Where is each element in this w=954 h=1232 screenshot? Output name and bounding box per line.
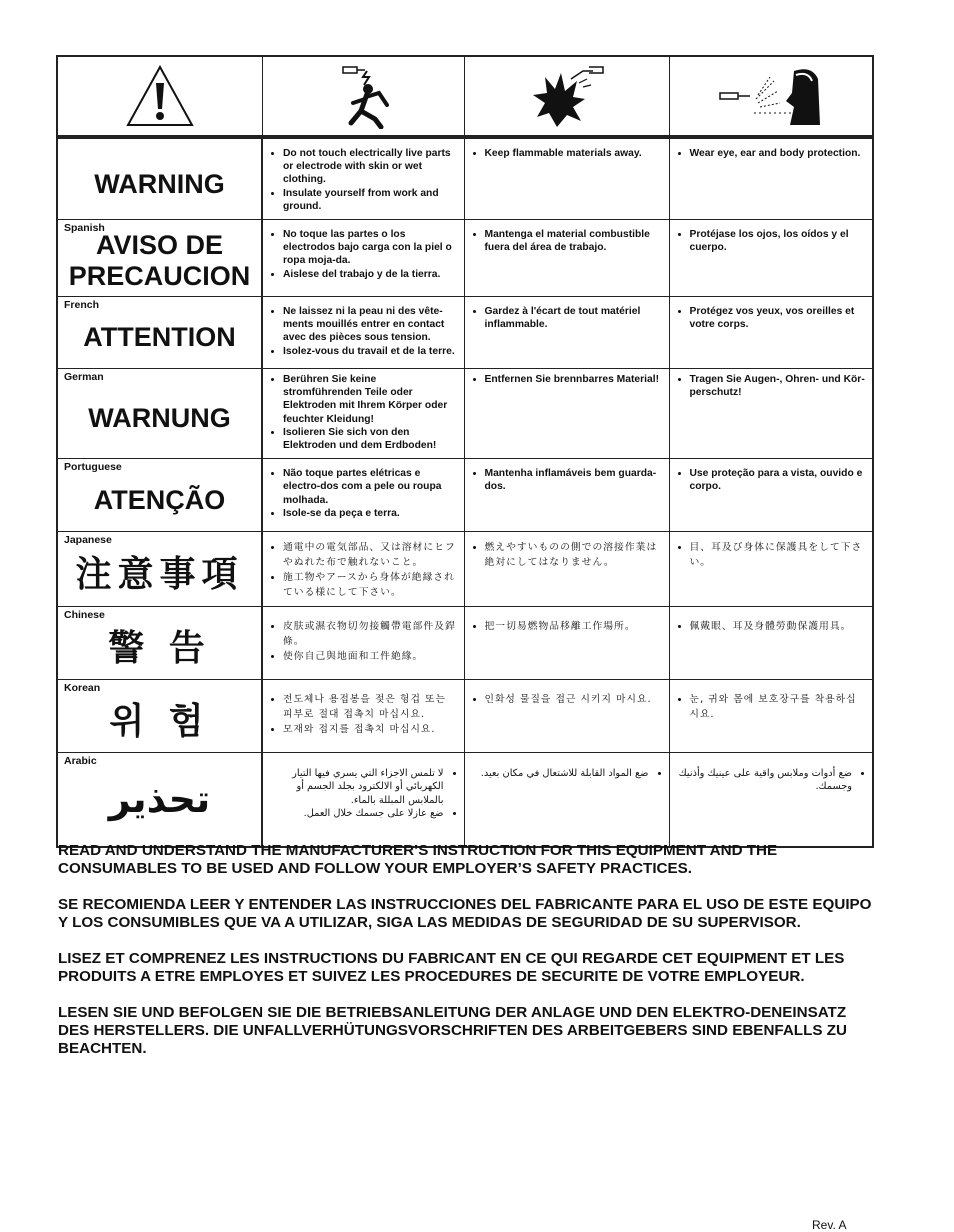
language-name: Chinese	[64, 609, 105, 622]
eye-protection-icon	[669, 56, 873, 137]
protection-message-cell	[669, 369, 873, 459]
message-item: • Ne laissez ni la peau ni des vête-ments mouillés entrer en contact avec des pièces sous tension.	[283, 305, 458, 345]
fire-explosion-icon	[464, 56, 669, 137]
fire-message-cell	[464, 137, 669, 220]
language-cell	[57, 137, 262, 220]
warning-word: WARNING	[94, 168, 225, 199]
icon-row	[57, 56, 873, 137]
warning-row	[57, 753, 873, 847]
message-item: • Protégez vos yeux, vos oreilles et votre corps.	[690, 305, 867, 331]
shock-message-cell	[262, 680, 464, 753]
notice-french: LISEZ ET COMPRENEZ LES INSTRUCTIONS DU FABRICANT EN CE QUI REGARDE CET EQUIPMENT ET LES PRODUITS A ETRE EMPLOYES ET SUIVEZ LES PROCEDURES DE SECURITE DE VOTRE EMPLOYEUR.	[58, 950, 845, 985]
message-item: • 通電中の電気部品、又は溶材にヒフやぬれた布で触れないこと。	[283, 540, 458, 570]
message-item: • ضع المواد القابلة للاشتعال في مكان بعيد.	[471, 767, 649, 780]
message-item: • Protéjase los ojos, los oídos y el cuerpo.	[690, 228, 867, 254]
message-item: • 전도체나 용접봉을 젖은 헝겁 또는 피부로 절대 접촉치 마십시요.	[283, 692, 458, 722]
notice-english: READ AND UNDERSTAND THE MANUFACTURER’S INSTRUCTION FOR THIS EQUIPMENT AND THE CONSUMABLES TO BE USED AND FOLLOW YOUR EMPLOYER’S SAFETY PRACTICES.	[58, 842, 778, 877]
warning-word: 警 告	[108, 627, 211, 669]
warning-row	[57, 680, 873, 753]
message-item: • 施工物やアースから身体が絶縁されている様にして下さい。	[283, 570, 458, 600]
revision-label: Rev. A	[812, 1218, 847, 1232]
message-item: • 燃えやすいものの側での溶接作業は絶対にしてはなりません。	[485, 540, 663, 570]
shock-message-cell	[262, 369, 464, 459]
warning-word: AVISO DE PRECAUCION	[68, 230, 251, 292]
language-cell	[57, 297, 262, 369]
warning-word: WARNUNG	[88, 403, 231, 434]
fire-message-cell	[464, 680, 669, 753]
message-item: • Isolieren Sie sich von den Elektroden und dem Erdboden!	[283, 426, 458, 452]
electric-shock-icon	[262, 56, 464, 137]
language-name: Korean	[64, 682, 101, 695]
protection-message-cell	[669, 459, 873, 532]
message-item: • 모재와 접지를 접촉치 마십시요.	[283, 722, 458, 737]
warning-row	[57, 459, 873, 532]
language-name: Arabic	[64, 755, 97, 768]
message-item: • 目、耳及び身体に保護具をして下さい。	[690, 540, 867, 570]
language-cell	[57, 532, 262, 607]
language-cell	[57, 220, 262, 297]
fire-message-cell	[464, 753, 669, 847]
warning-word: 위 험	[109, 700, 210, 742]
notice-german: LESEN SIE UND BEFOLGEN SIE DIE BETRIEBSANLEITUNG DER ANLAGE UND DEN ELEKTRO-DENEINSATZ DES HERSTELLERS. DIE UNFALLVERHÜTUNGSVORSCHRIFTEN DES ARBEITGEBERS SIND EBENFALLS ZU BEACHTEN.	[58, 1004, 847, 1057]
language-cell	[57, 607, 262, 680]
message-item: • 皮肤或濕衣物切勿接觸帶電部件及銲條。	[283, 619, 458, 649]
warning-triangle-icon	[57, 56, 262, 137]
warning-row	[57, 297, 873, 369]
instruction-notices	[58, 842, 878, 1076]
shock-message-cell	[262, 607, 464, 680]
protection-message-cell	[669, 137, 873, 220]
language-name: German	[64, 371, 104, 384]
protection-message-cell	[669, 607, 873, 680]
message-item: • 把一切易燃物品移離工作場所。	[485, 619, 663, 634]
message-item: • Isolez-vous du travail et de la terre.	[283, 345, 458, 358]
message-item: • Tragen Sie Augen-, Ohren- und Kör-perschutz!	[690, 373, 867, 399]
shock-message-cell	[262, 753, 464, 847]
warning-row	[57, 532, 873, 607]
language-name: Spanish	[64, 222, 105, 235]
shock-message-cell	[262, 297, 464, 369]
fire-message-cell	[464, 459, 669, 532]
fire-message-cell	[464, 220, 669, 297]
message-item: • Keep flammable materials away.	[485, 147, 663, 160]
message-item: • Mantenga el material combustible fuera del área de trabajo.	[485, 228, 663, 254]
language-cell	[57, 753, 262, 847]
language-cell	[57, 459, 262, 532]
language-name: Japanese	[64, 534, 112, 547]
warning-word: ATTENTION	[83, 322, 236, 353]
shock-message-cell	[262, 137, 464, 220]
language-name: French	[64, 299, 100, 312]
message-item: • Aislese del trabajo y de la tierra.	[283, 268, 458, 281]
message-item: • No toque las partes o los electrodos bajo carga con la piel o ropa moja-da.	[283, 228, 458, 268]
message-item: • 使你自己與地面和工件絶緣。	[283, 649, 458, 664]
fire-message-cell	[464, 369, 669, 459]
message-item: • 인화성 물질을 접근 시키지 마시요.	[485, 692, 663, 707]
warning-row	[57, 137, 873, 220]
language-name: Portuguese	[64, 461, 122, 474]
message-item: • Berühren Sie keine stromführenden Teile oder Elektroden mit Ihrem Körper oder feuchter Kleidung!	[283, 373, 458, 426]
protection-message-cell	[669, 532, 873, 607]
shock-message-cell	[262, 459, 464, 532]
message-item: • Isole-se da peça e terra.	[283, 507, 458, 520]
notice-spanish: SE RECOMIENDA LEER Y ENTENDER LAS INSTRUCCIONES DEL FABRICANTE PARA EL USO DE ESTE EQUIPO Y LOS CONSUMIBLES QUE VA A UTILIZAR, SIGA LAS MEDIDAS DE SEGURIDAD DE SU SUPERVISOR.	[58, 896, 872, 931]
message-item: • Do not touch electrically live parts or electrode with skin or wet clothing.	[283, 147, 458, 187]
warning-word: تحذير	[108, 776, 211, 821]
warning-word: ATENÇÃO	[93, 484, 226, 515]
message-item: • ضع عازلا على جسمك خلال العمل.	[269, 807, 444, 820]
message-item: • ضع أدوات وملابس واقية على عينيك وأذنيك وجسمك.	[676, 767, 853, 793]
shock-message-cell	[262, 532, 464, 607]
message-item: • Use proteção para a vista, ouvido e corpo.	[690, 467, 867, 493]
language-cell	[57, 369, 262, 459]
message-item: • Mantenha inflamáveis bem guarda-dos.	[485, 467, 663, 493]
warning-word: 注意事項	[75, 553, 244, 595]
message-item: • Não toque partes elétricas e electro-dos com a pele ou roupa molhada.	[283, 467, 458, 507]
protection-message-cell	[669, 680, 873, 753]
message-item: • لا تلمس الاجزاء التي يسري فيها التيار الكهربائي أو الالكترود بجلد الجسم أو بالملابس المبللة بالماء.	[269, 767, 444, 807]
message-item: • 눈, 귀와 몸에 보호장구를 착용하십시요.	[690, 692, 867, 722]
message-item: • Entfernen Sie brennbarres Material!	[485, 373, 663, 386]
message-item: • Gardez à l'écart de tout matériel inflammable.	[485, 305, 663, 331]
fire-message-cell	[464, 607, 669, 680]
protection-message-cell	[669, 220, 873, 297]
fire-message-cell	[464, 297, 669, 369]
message-item: • Insulate yourself from work and ground.	[283, 187, 458, 213]
shock-message-cell	[262, 220, 464, 297]
message-item: • Wear eye, ear and body protection.	[690, 147, 867, 160]
protection-message-cell	[669, 753, 873, 847]
warning-row	[57, 220, 873, 297]
safety-warning-table	[56, 55, 874, 848]
warning-row	[57, 607, 873, 680]
message-item: • 佩戴眼、耳及身體勞動保護用具。	[690, 619, 867, 634]
fire-message-cell	[464, 532, 669, 607]
warning-row	[57, 369, 873, 459]
protection-message-cell	[669, 297, 873, 369]
language-cell	[57, 680, 262, 753]
